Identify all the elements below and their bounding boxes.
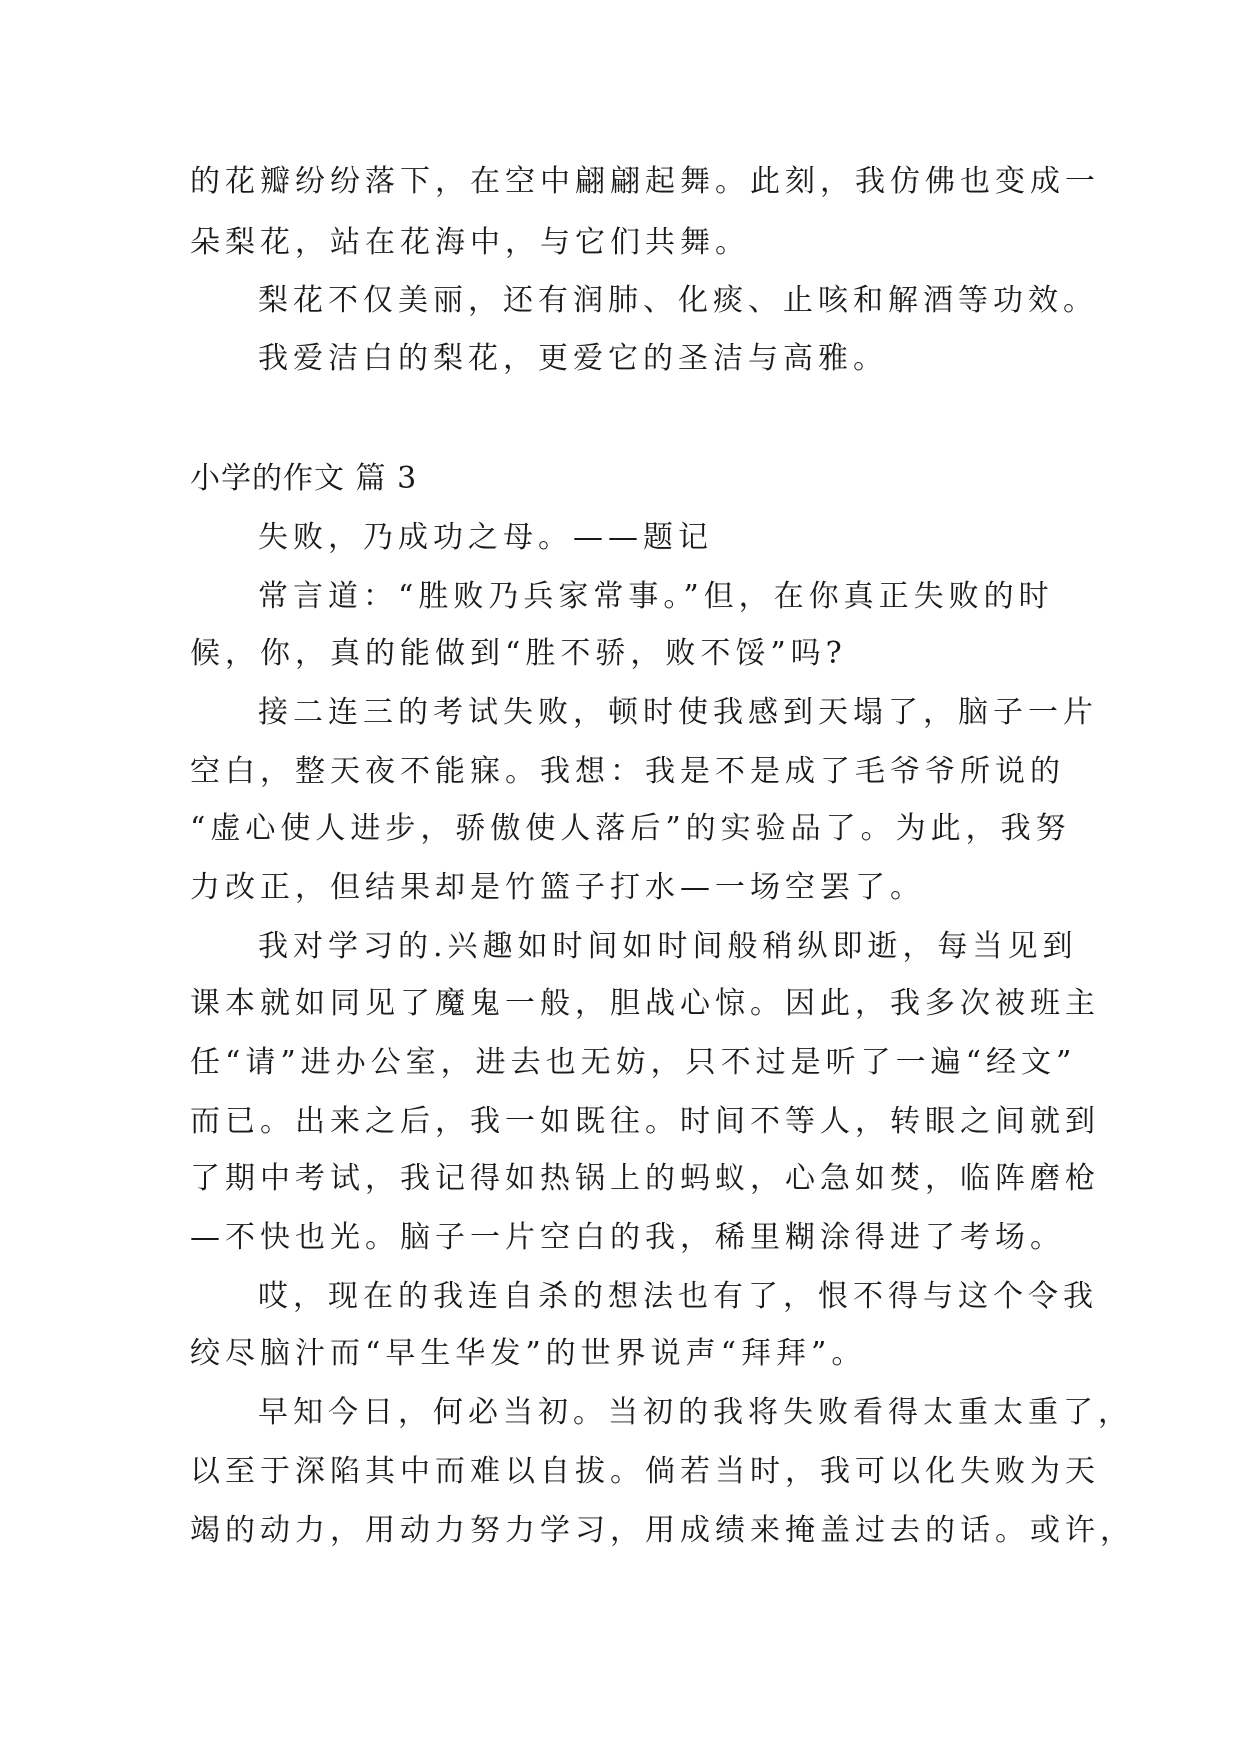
text-line: 而已。出来之后，我一如既往。时间不等人，转眼之间就到 [190, 1104, 1100, 1139]
text-line: 绞尽脑汁而“早生华发”的世界说声“拜拜”。 [190, 1336, 867, 1371]
text-line: 空白，整天夜不能寐。我想：我是不是成了毛爷爷所说的 [190, 754, 1065, 789]
text-line: 了期中考试，我记得如热锅上的蚂蚁，心急如焚，临阵磨枪 [190, 1161, 1100, 1196]
text-line: 候，你，真的能做到“胜不骄，败不馁”吗? [190, 636, 847, 671]
epigraph-line: 失败，乃成功之母。——题记 [258, 520, 713, 555]
text-line: 以至于深陷其中而难以自拔。倘若当时，我可以化失败为天 [190, 1454, 1100, 1489]
paragraph-first-line: 常言道：“胜败乃兵家常事。”但，在你真正失败的时 [258, 579, 1054, 614]
paragraph-first-line: 哎，现在的我连自杀的想法也有了，恨不得与这个令我 [258, 1279, 1098, 1314]
text-line: 课本就如同见了魔鬼一般，胆战心惊。因此，我多次被班主 [190, 986, 1100, 1021]
paragraph-first-line: 我爱洁白的梨花，更爱它的圣洁与高雅。 [258, 341, 888, 376]
text-line: “虚心使人进步，骄傲使人落后”的实验品了。为此，我努 [190, 811, 1071, 846]
text-line: 的花瓣纷纷落下，在空中翩翩起舞。此刻，我仿佛也变成一 [190, 164, 1100, 199]
text-line: 朵梨花，站在花海中，与它们共舞。 [190, 225, 750, 260]
text-line: 力改正，但结果却是竹篮子打水—一场空罢了。 [190, 870, 925, 905]
paragraph-first-line: 我对学习的.兴趣如时间如时间般稍纵即逝，每当见到 [258, 929, 1078, 964]
text-line: —不快也光。脑子一片空白的我，稀里糊涂得进了考场。 [190, 1220, 1065, 1255]
paragraph-first-line: 接二连三的考试失败，顿时使我感到天塌了，脑子一片 [258, 695, 1098, 730]
text-line: 任“请”进办公室，进去也无妨，只不过是听了一遍“经文” [190, 1045, 1077, 1080]
paragraph-first-line: 早知今日，何必当初。当初的我将失败看得太重太重了， [258, 1395, 1133, 1430]
paragraph-first-line: 梨花不仅美丽，还有润肺、化痰、止咳和解酒等功效。 [258, 283, 1098, 318]
text-line: 竭的动力，用动力努力学习，用成绩来掩盖过去的话。或许， [190, 1513, 1135, 1548]
section-heading: 小学的作文 篇 3 [190, 461, 418, 496]
